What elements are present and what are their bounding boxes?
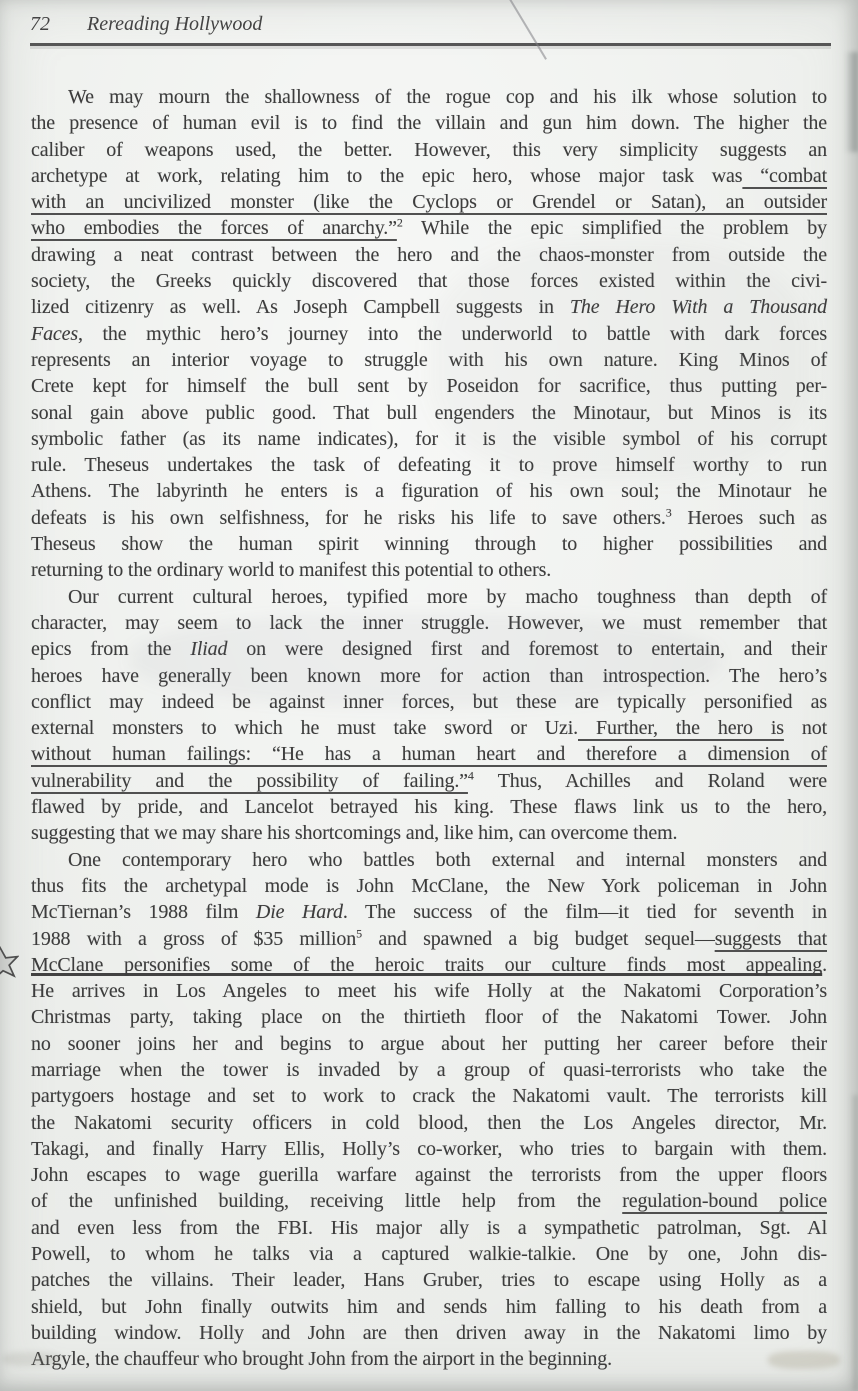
text-segment: McTiernan’s 1988 film [31, 901, 256, 924]
text-line [31, 899, 827, 925]
text-line [31, 741, 827, 767]
text-segment: building window. Holly and John are then driven away in the Nakatomi limo by [31, 1321, 827, 1344]
footnote-marker: 2 [396, 215, 403, 230]
text-line [31, 715, 827, 741]
text-segment: shield, but John finally outwits him and sends him falling to his death from a [31, 1295, 827, 1318]
text-segment: the Nakatomi security officers in cold blood, then the Los Angeles director, Mr. [31, 1111, 827, 1134]
pen-underlined-text: Further, the hero is [578, 717, 784, 740]
text-segment: marriage when the tower is invaded by a group of quasi-terrorists who take the [31, 1058, 827, 1081]
text-segment: society, the Greeks quickly discovered that those forces existed within the civi- [31, 270, 827, 293]
text-segment: patches the villains. Their leader, Hans Gruber, tries to escape using Holly as a [31, 1269, 827, 1292]
text-segment: . [822, 953, 827, 976]
text-line [31, 557, 827, 583]
pen-underlined-text: with an uncivilized monster (like the Cyclops or Grendel or Satan), an outsider [31, 191, 827, 214]
running-title: Rereading Hollywood [87, 13, 263, 35]
text-segment: Our current cultural heroes, typified more by macho toughness than depth of [68, 585, 827, 608]
text-line [31, 215, 827, 241]
star-icon [0, 944, 19, 984]
text-segment: represents an interior voyage to struggle with his own nature. King Minos of [31, 348, 827, 371]
scan-artifact-showthrough [430, 240, 810, 480]
text-segment: not [783, 717, 827, 740]
text-line [31, 1346, 827, 1372]
text-segment: While the epic simplified the problem by [402, 217, 827, 240]
text-segment: and spawned a big budget sequel— [362, 927, 715, 950]
margin-star-annotation [0, 944, 19, 984]
text-line [31, 1031, 827, 1057]
text-line [31, 1294, 827, 1320]
text-segment: Powell, to whom he talks via a captured walkie-talkie. One by one, John dis- [31, 1243, 827, 1266]
text-segment: character, may seem to lack the inner struggle. However, we must remember that [31, 611, 827, 634]
text-line [31, 820, 827, 846]
text-line [31, 531, 827, 557]
text-line [31, 189, 827, 215]
text-segment: thus fits the archetypal mode is John McClane, the New York policeman in John [31, 874, 827, 897]
text-line [31, 163, 827, 189]
text-segment: flawed by pride, and Lancelot betrayed his king. These flaws link us to the hero, [31, 796, 827, 819]
text-line [31, 794, 827, 820]
pen-underlined-text: without human failings: “He has a human heart and therefore a dimension of [31, 743, 827, 766]
scan-artifact-edge-top [845, 52, 858, 152]
italic-text: Faces [31, 322, 79, 345]
text-line [31, 1188, 827, 1214]
text-line [31, 1320, 827, 1346]
text-segment: external monsters to which he must take sword or Uzi. [31, 717, 578, 740]
text-line [31, 110, 827, 136]
text-segment: on were designed first and foremost to entertain, and their [227, 638, 828, 661]
text-segment: heroes have generally been known more for action than introspection. The hero’s [31, 664, 827, 687]
italic-text: Die Hard [255, 901, 343, 924]
text-segment: rule. Theseus undertakes the task of defeating it to prove himself worthy to run [31, 454, 827, 477]
italic-text: The Hero With a Thousand [569, 296, 827, 319]
text-segment: Argyle, the chauffeur who brought John from the airport in the beginning. [31, 1348, 612, 1371]
text-line [31, 84, 827, 110]
italic-text: Iliad [190, 638, 228, 661]
paragraph [31, 847, 827, 1373]
text-segment: lized citizenry as well. As Joseph Campbell suggests in [31, 296, 570, 319]
text-line [31, 1004, 827, 1030]
text-line [31, 1136, 827, 1162]
pen-underlined-text: regulation-bound police [622, 1190, 827, 1213]
text-segment: epics from the [31, 638, 191, 661]
text-segment: sonal gain above public good. That bull engenders the Minotaur, but Minos is its [31, 401, 827, 424]
text-segment: , the mythic hero’s journey into the underworld to battle with dark forces [78, 322, 827, 345]
pen-underlined-text: McClane personifies some of the heroic traits our culture finds most appealing [31, 953, 823, 976]
pen-underlined-text: “combat [742, 164, 827, 187]
text-segment: conflict may indeed be against inner forces, but these are typically personified as [31, 690, 827, 713]
text-segment: . The success of the film—it tied for seventh in [342, 901, 828, 924]
text-segment: Christmas party, taking place on the thirtieth floor of the Nakatomi Tower. John [31, 1006, 827, 1029]
text-line [31, 1110, 827, 1136]
footnote-marker: 4 [467, 768, 474, 783]
text-segment: defeats is his own selfishness, for he risks his life to save others. [31, 506, 666, 529]
text-line [31, 1083, 827, 1109]
scan-artifact-showthrough [2, 1352, 62, 1366]
text-segment: Theseus show the human spirit winning through to higher possibilities and [31, 533, 827, 556]
text-segment: returning to the ordinary world to manifest this potential to others. [31, 559, 552, 582]
text-segment: Thus, Achilles and Roland were [473, 769, 828, 792]
text-segment: Heroes such as [671, 506, 827, 529]
text-segment: and even less from the FBI. His major ally is a sympathetic patrolman, Sgt. Al [31, 1216, 827, 1239]
scan-artifact-edge-bottom [850, 1095, 858, 1391]
pen-underlined-text: who embodies the forces of anarchy.” [31, 217, 397, 240]
text-segment: Crete kept for himself the bull sent by Poseidon for sacrifice, thus putting per- [31, 375, 827, 398]
text-segment: Athens. The labyrinth he enters is a figuration of his own soul; the Minotaur he [31, 480, 827, 503]
text-segment: partygoers hostage and set to work to crack the Nakatomi vault. The terrorists kill [31, 1085, 827, 1108]
text-segment: John escapes to wage guerilla warfare against the terrorists from the upper floors [31, 1164, 827, 1187]
text-line [31, 1057, 827, 1083]
text-segment: drawing a neat contrast between the hero and the chaos-monster from outside the [31, 243, 827, 266]
pen-underlined-text: vulnerability and the possibility of failing.” [31, 769, 468, 792]
text-segment: One contemporary hero who battles both external and internal monsters and [68, 848, 827, 871]
text-line [31, 505, 827, 531]
pen-underlined-text: suggests that [714, 927, 827, 950]
text-segment: He arrives in Los Angeles to meet his wife Holly at the Nakatomi Corporation’s [31, 980, 827, 1003]
text-line [31, 1162, 827, 1188]
text-line [31, 873, 827, 899]
text-segment: no sooner joins her and begins to argue about her putting her career before their [31, 1032, 827, 1055]
page-number: 72 [30, 13, 50, 35]
text-line [31, 478, 827, 504]
text-line [31, 952, 827, 978]
text-line [31, 847, 827, 873]
scan-artifact-showthrough [768, 1351, 840, 1369]
footnote-marker: 5 [356, 925, 362, 940]
text-segment: suggesting that we may share his shortcomings and, like him, can overcome them. [31, 822, 678, 845]
footnote-marker: 3 [665, 505, 672, 520]
text-segment: of the unfinished building, receiving little help from the [31, 1190, 623, 1213]
text-line [31, 137, 827, 163]
text-segment: Takagi, and finally Harry Ellis, Holly’s co-worker, who tries to bargain with them. [31, 1137, 827, 1160]
text-line [31, 926, 827, 952]
text-segment: We may mourn the shallowness of the rogue cop and his ilk whose solution to [68, 86, 827, 108]
text-line [31, 584, 827, 610]
scan-artifact-showthrough [130, 612, 720, 707]
text-line [31, 768, 827, 794]
text-line [31, 1241, 827, 1267]
text-line [31, 978, 827, 1004]
text-segment: symbolic father (as its name indicates), for it is the visible symbol of his corrupt [31, 427, 827, 450]
text-segment: the presence of human evil is to find the villain and gun him down. The higher the [31, 112, 827, 135]
text-segment: archetype at work, relating him to the epic hero, whose major task was [31, 164, 743, 187]
text-line [31, 1215, 827, 1241]
text-line [31, 1267, 827, 1293]
text-segment: caliber of weapons used, the better. However, this very simplicity suggests an [31, 138, 827, 161]
page-header [30, 13, 831, 46]
text-segment: 1988 with a gross of $35 million [31, 927, 357, 950]
